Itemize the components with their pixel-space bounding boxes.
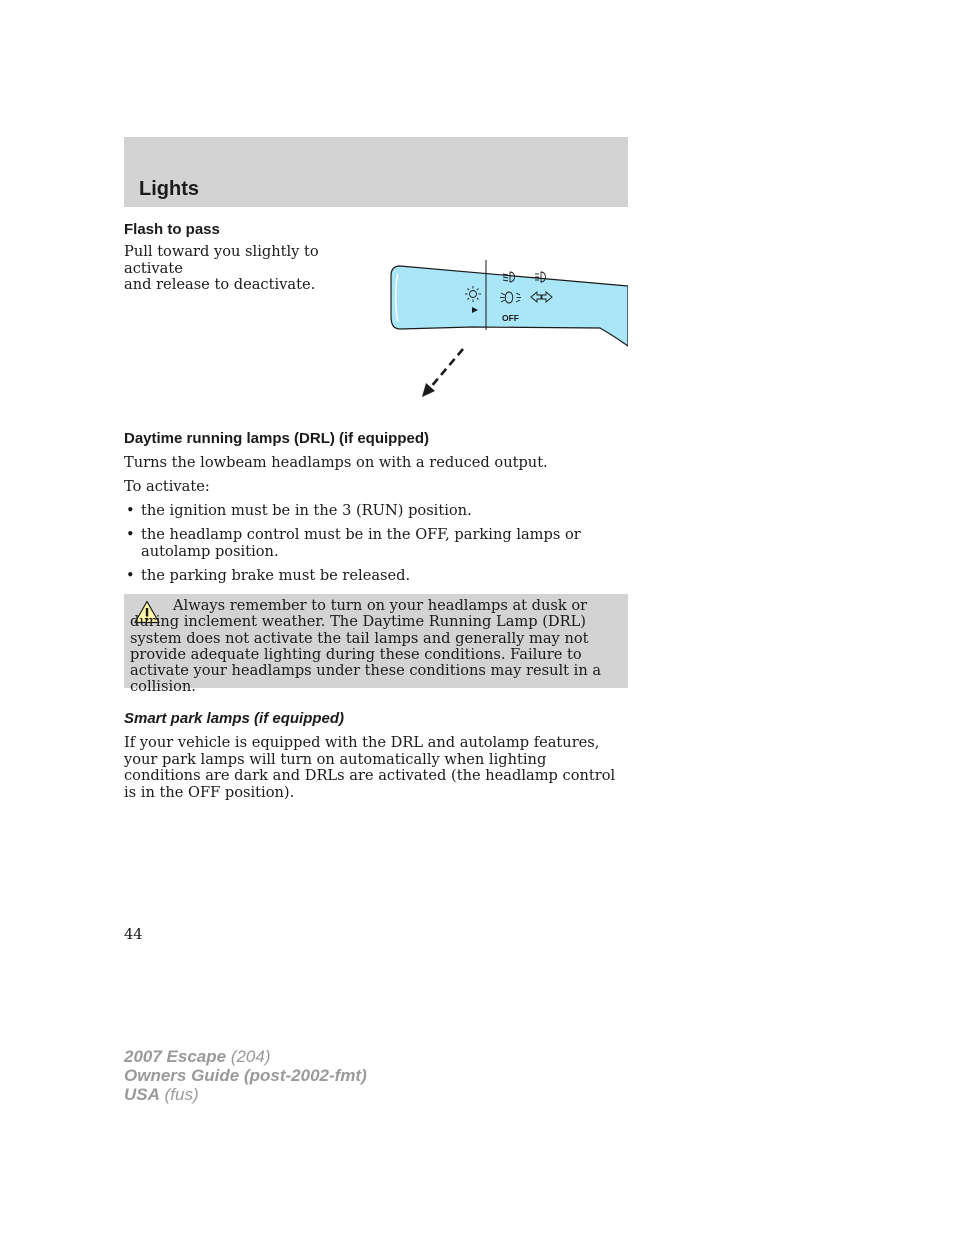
list-item-text: the parking brake must be released.: [141, 566, 411, 584]
flash-to-pass-body-line2: and release to deactivate.: [124, 276, 316, 293]
flash-to-pass-heading: Flash to pass: [124, 221, 220, 238]
drl-to-activate: To activate:: [124, 478, 210, 495]
drl-heading: Daytime running lamps (DRL) (if equipped): [124, 430, 430, 447]
list-item-text: the headlamp control must be in the OFF, parking lamps or autolamp position.: [141, 526, 581, 560]
drl-intro: Turns the lowbeam headlamps on with a reduced output.: [124, 454, 548, 471]
footer-line-3: [124, 1085, 367, 1104]
list-item-text: the ignition must be in the 3 (RUN) position.: [141, 502, 472, 519]
flash-to-pass-body: [124, 244, 374, 294]
footer-line-1: [124, 1047, 367, 1066]
footer-line-2: [124, 1066, 367, 1085]
list-item: [124, 503, 624, 520]
footer-guide: Owners Guide (post-2002-fmt): [124, 1066, 367, 1085]
smart-park-heading: Smart park lamps (if equipped): [124, 710, 345, 727]
off-label: OFF: [502, 313, 519, 323]
pull-direction-arrow-icon: [422, 349, 463, 397]
bullet-marker: •: [126, 502, 135, 519]
list-item: [124, 527, 624, 560]
footer-model-code: (204): [226, 1047, 271, 1066]
footer-market: USA: [124, 1085, 160, 1104]
section-header-band: [124, 137, 628, 207]
warning-text: Always remember to turn on your headlamps at dusk or during inclement weather. The Daytime Running Lamp (DRL) system does not activate the tail lamps and generally may not provide adequate lighting during these conditions. Failure to activate your headlamps under these conditions may result in a collision.: [130, 597, 602, 696]
drl-conditions-list: [124, 503, 624, 592]
warning-box: [124, 594, 628, 696]
bullet-marker: •: [126, 526, 135, 543]
headlamp-stalk-illustration: [386, 254, 628, 400]
footer-market-code: (fus): [159, 1085, 199, 1104]
section-title: Lights: [139, 178, 199, 200]
footer-model: 2007 Escape: [124, 1047, 227, 1066]
page-number: 44: [124, 926, 143, 943]
flash-to-pass-body-line1: Pull toward you slightly to activate: [124, 243, 319, 277]
bullet-marker: •: [126, 566, 135, 584]
list-item: [124, 568, 624, 585]
smart-park-body: If your vehicle is equipped with the DRL and autolamp features, your park lamps will turn on automatically when lighting conditions are dark and DRLs are activated (the headlamp control is in the OFF position).: [124, 734, 616, 801]
footer: [124, 1047, 367, 1104]
